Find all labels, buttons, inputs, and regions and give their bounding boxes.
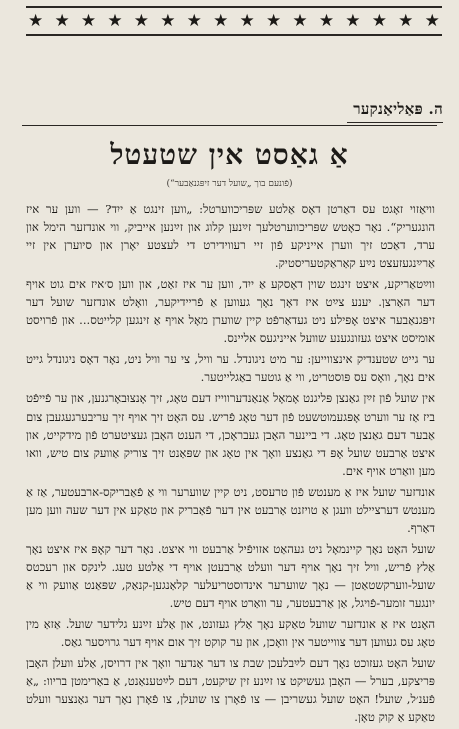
star-icon: ★ xyxy=(345,10,361,31)
article-subtitle: (פֿונעם בוך „שועל דער זיפּגנאַבער“) xyxy=(166,179,293,189)
paragraph: ער גייט שטענדיק אינצווייען: ער מיט ניגונדל. ער וויל, צי ער וויל ניט, נאָר דאָס ניגונדל גייט אים נאָך, וואָס עס פּוסטריט, ווי אַ גוטער באַגלייטער. xyxy=(26,352,435,385)
paragraph: ווי‏אַזוי זאָגט עס דאַרטן דאָס אַלטע שפּריכווערטל: „ווען זינגט אַ ייִד? — ווען ער איז הונגעריק“. נאָר כאָטש שפּריכווערטלעך זײַנען קלוג און זײַנען אייביק, ווי אונדזער הימל און ערד, דאַכט זיך ווערן אייניקע פֿון זיי רעווידירט די לעצטע יאָרן און סיוערן אין זיי אַרײַנגעזעצט נײַע קאַראַקטעריסטיק. xyxy=(26,202,435,271)
paragraph: ווײַטאַריקע, איצט זינגט שוין דאָסקע אַ ייִד, ווען ער איז זאַט, און ווען ס׳איז אים גוט אויף דער האַרצן. יענע צײַט איז דאָך נאָך געווען אַ פֿריידיקער, וואָלט אונדזער שועל דער זיפּגנאַבער איצט אָפּילע ניט געדאַרפֿט קיין שווערן מאָל אויף אַ זינגען קלייטס... און פֿרויסט אומיסט איצט געזונגענע שוועל אייניגעס אליינס. xyxy=(26,277,435,346)
star-icon: ★ xyxy=(239,10,255,31)
paragraph: אונדזער שועל איז אַ מענטש פֿון טרעסט, ניט קיין שווערער ווי אַ פֿאַבריקס-ארבעטער, אַז אַ מענטש דערציילט וועגן אַ טויזנט אַרבעט אין דער פֿאַבריק און טאַקע אין דער שעה ווען מען דאַרף. xyxy=(26,484,435,535)
star-icon: ★ xyxy=(371,10,387,31)
divider xyxy=(22,125,437,126)
star-icon: ★ xyxy=(54,10,70,31)
star-icon: ★ xyxy=(318,10,335,31)
star-icon: ★ xyxy=(398,10,414,31)
paragraph: אין שועל פֿון זײַן גאַנצן פּליגנט אָמאָל אַנאַנדערווייז דעם טאָג, זיך אָנצוּבאָרגנען, און ער פֿייפֿט ביז אַז ער ווערט אָפּגעמוטשעט פֿון דער טאָג פֿריש. עס האָט זיך אויף זיך עריבערגעגעבן צום אַבער דעם גאַנצן טאָג. די ביינער האָבן געבראָכן, די הענט האָבן געציטערט פֿון מידקייט, און איצט אַרבעט שועל אָפּ די גאַנצע וואָך אין טאָג און שפּאַנט זיך צוריק אַוועק צום טיש, וואו מען וואַרט אויף אים. xyxy=(26,391,435,478)
star-icon: ★ xyxy=(265,10,282,31)
star-icon: ★ xyxy=(160,10,176,31)
star-icon: ★ xyxy=(133,10,149,31)
star-icon: ★ xyxy=(424,10,440,31)
article-title: אַ גאַסט אין שטעטל xyxy=(110,138,349,171)
star-icon: ★ xyxy=(186,10,202,31)
star-icon: ★ xyxy=(107,10,123,31)
paragraph: האָנט איז אַ אונדזער שוועל טאַקע נאָך אַלץ געזונט, און אַלע זײַנע גלידער שועל. אַזאַ מין טאָג עס געווען דער צווייטער אין וואָכן, און ער קוקט זיך אום אויף דער גרויסער גאַס. xyxy=(26,617,435,650)
star-border xyxy=(26,6,442,36)
star-icon: ★ xyxy=(292,10,308,31)
star-icon: ★ xyxy=(80,10,97,31)
article-body xyxy=(26,200,435,729)
star-icon: ★ xyxy=(213,10,229,31)
paragraph: שועל האָט נאָך קיינמאָל ניט געהאַט אזויפֿיל אַרבעט ווי איצט. נאָר דער קאָפּ איז איצט נאָך אַלץ פֿריש, וויל זיך נאָך אויף דער וועלט אַרבעטן אויף די אַלטע טעג. לינקס און רעכטס שועל-ווערקשטאַטן — נאָך שווערער אינדוסטריעלער קלאַנגען-קנאַק, שפּאַנט אַוועק ווי אַ יונגער זומער-פֿויגל, אַן אַרבעטער, ער וואַרט אויף דעם טיש. xyxy=(26,541,435,610)
author-name: ה. פּאַליאַנקער xyxy=(347,100,443,123)
star-icon: ★ xyxy=(28,10,44,31)
paragraph: שועל האָט געזוכט נאָך דעם לײַבלעכן שבת צו דער אַנדער וואָך אין דרויסן, אַלע וועלן האָבן פּריצקע, בערל — האָבן געשיקט צו זײַנע זין שיקעט, דעם לײַטענאַנט, אַ באַרימטן בריוו: „אַ פֿענ׳ל, שועל! האָט שועל געשריבן — צו פֿאָרן צו שועלן, צו פֿאָרן נאָך דער גאַנצער וועלט טאַקע אַ קוק טאָן. xyxy=(26,656,435,725)
